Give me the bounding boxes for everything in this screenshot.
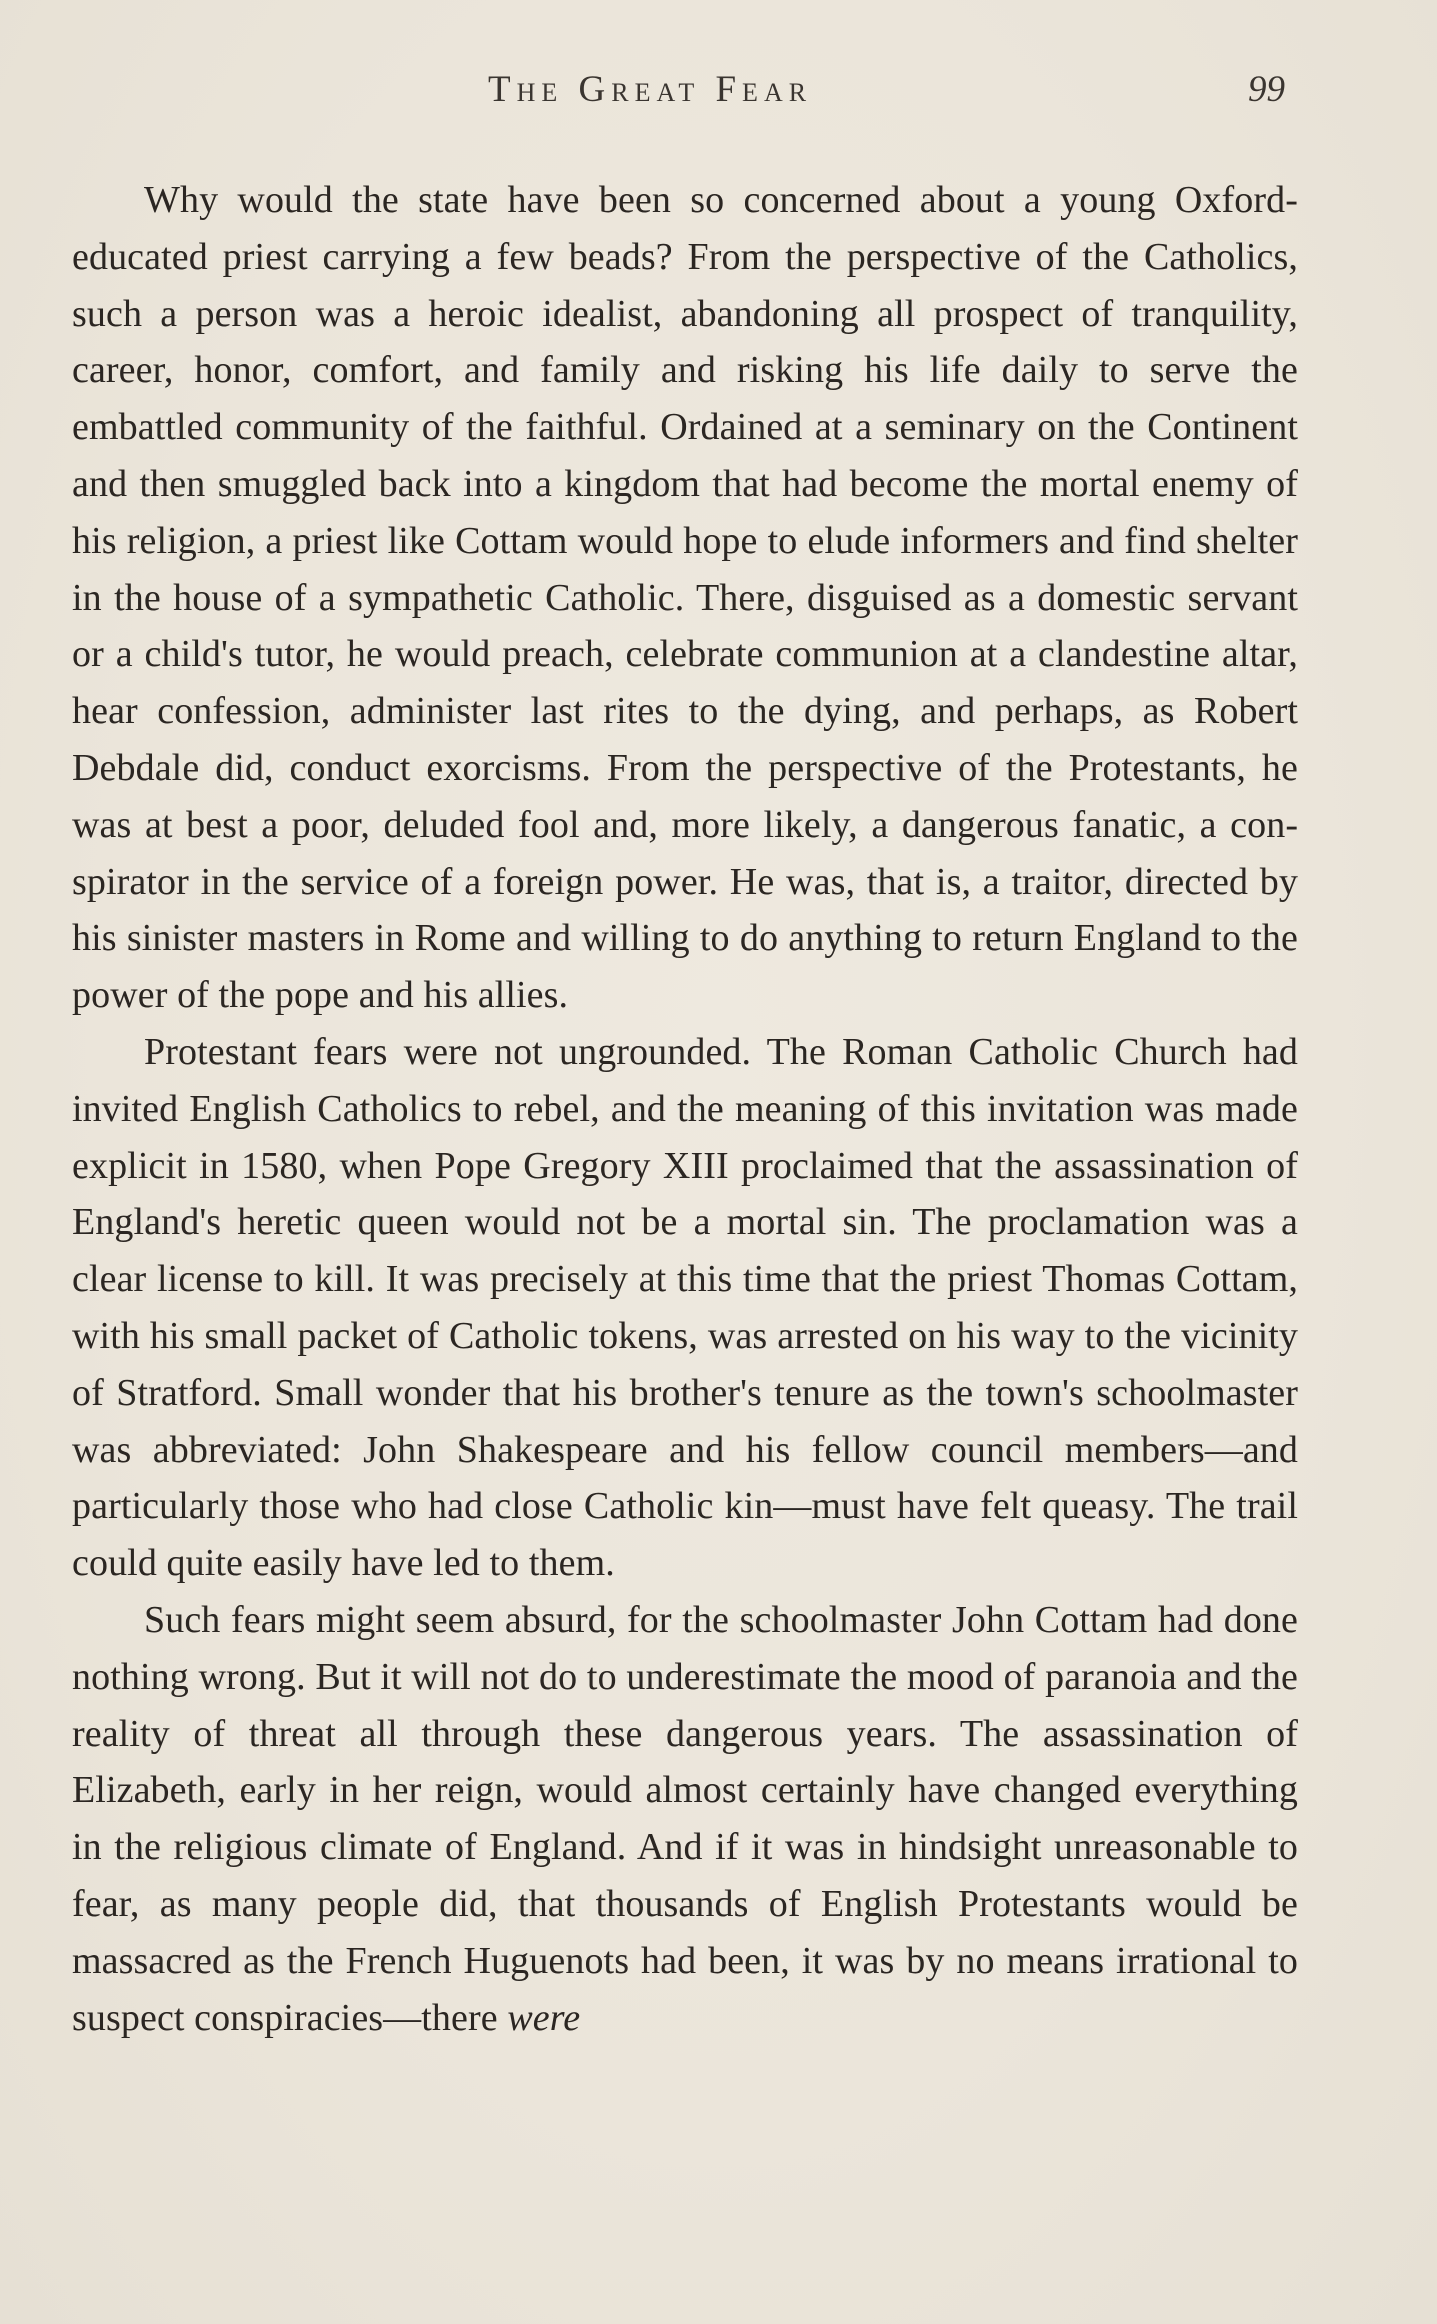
- paragraph: [72, 1024, 1298, 1592]
- paragraph-text: Why would the state have been so concerned about a young Oxford-educated priest carrying a few beads? From the perspective of the Catholics, such a person was a heroic idealist, abandoning all prospect of tranquility, career, honor, comfort, and family and risking his life daily to serve the embattled community of the faithful. Ordained at a seminary on the Continent and then smuggled back into a kingdom that had become the mortal enemy of his religion, a priest like Cottam would hope to elude informers and find shelter in the house of a sympathetic Catholic. There, disguised as a domestic servant or a child's tutor, he would preach, celebrate communion at a clandestine altar, hear confession, administer last rites to the dying, and perhaps, as Robert Debdale did, conduct exorcisms. From the perspective of the Protestants, he was at best a poor, deluded fool and, more likely, a dangerous fanatic, a conspirator in the service of a foreign power. He was, that is, a traitor, directed by his sinister masters in Rome and willing to do anything to return England to the power of the pope and his allies.: [72, 179, 1298, 1017]
- running-head: [0, 68, 1437, 118]
- paragraph: [72, 172, 1298, 1024]
- page-number: 99: [1248, 69, 1285, 110]
- italic-emphasis: were: [507, 1996, 581, 2039]
- paragraph-text: Protestant fears were not ungrounded. The Roman Catholic Church had invited English Catholics to rebel, and the meaning of this invitation was made explicit in 1580, when Pope Gregory XIII proclaimed that the assassination of England's heretic queen would not be a mortal sin. The proclamation was a clear license to kill. It was precisely at this time that the priest Thomas Cottam, with his small packet of Catholic tokens, was arrested on his way to the vicinity of Stratford. Small wonder that his brother's tenure as the town's schoolmaster was abbreviated: John Shakespeare and his fellow council members—and particularly those who had close Catholic kin—must have felt queasy. The trail could quite easily have led to them.: [72, 1030, 1298, 1585]
- running-title: The Great Fear: [488, 69, 813, 110]
- paragraph: [72, 1592, 1298, 2046]
- body-text: [72, 172, 1298, 2046]
- paragraph-text: Such fears might seem absurd, for the schoolmaster John Cottam had done nothing wrong. But it will not do to underestimate the mood of paranoia and the reality of threat all through these dangerous years. The assassination of Elizabeth, early in her reign, would almost certainly have changed everything in the religious climate of England. And if it was in hindsight unreasonable to fear, as many people did, that thousands of English Protestants would be massacred as the French Huguenots had been, it was by no means irrational to suspect conspiracies—there: [72, 1598, 1298, 2039]
